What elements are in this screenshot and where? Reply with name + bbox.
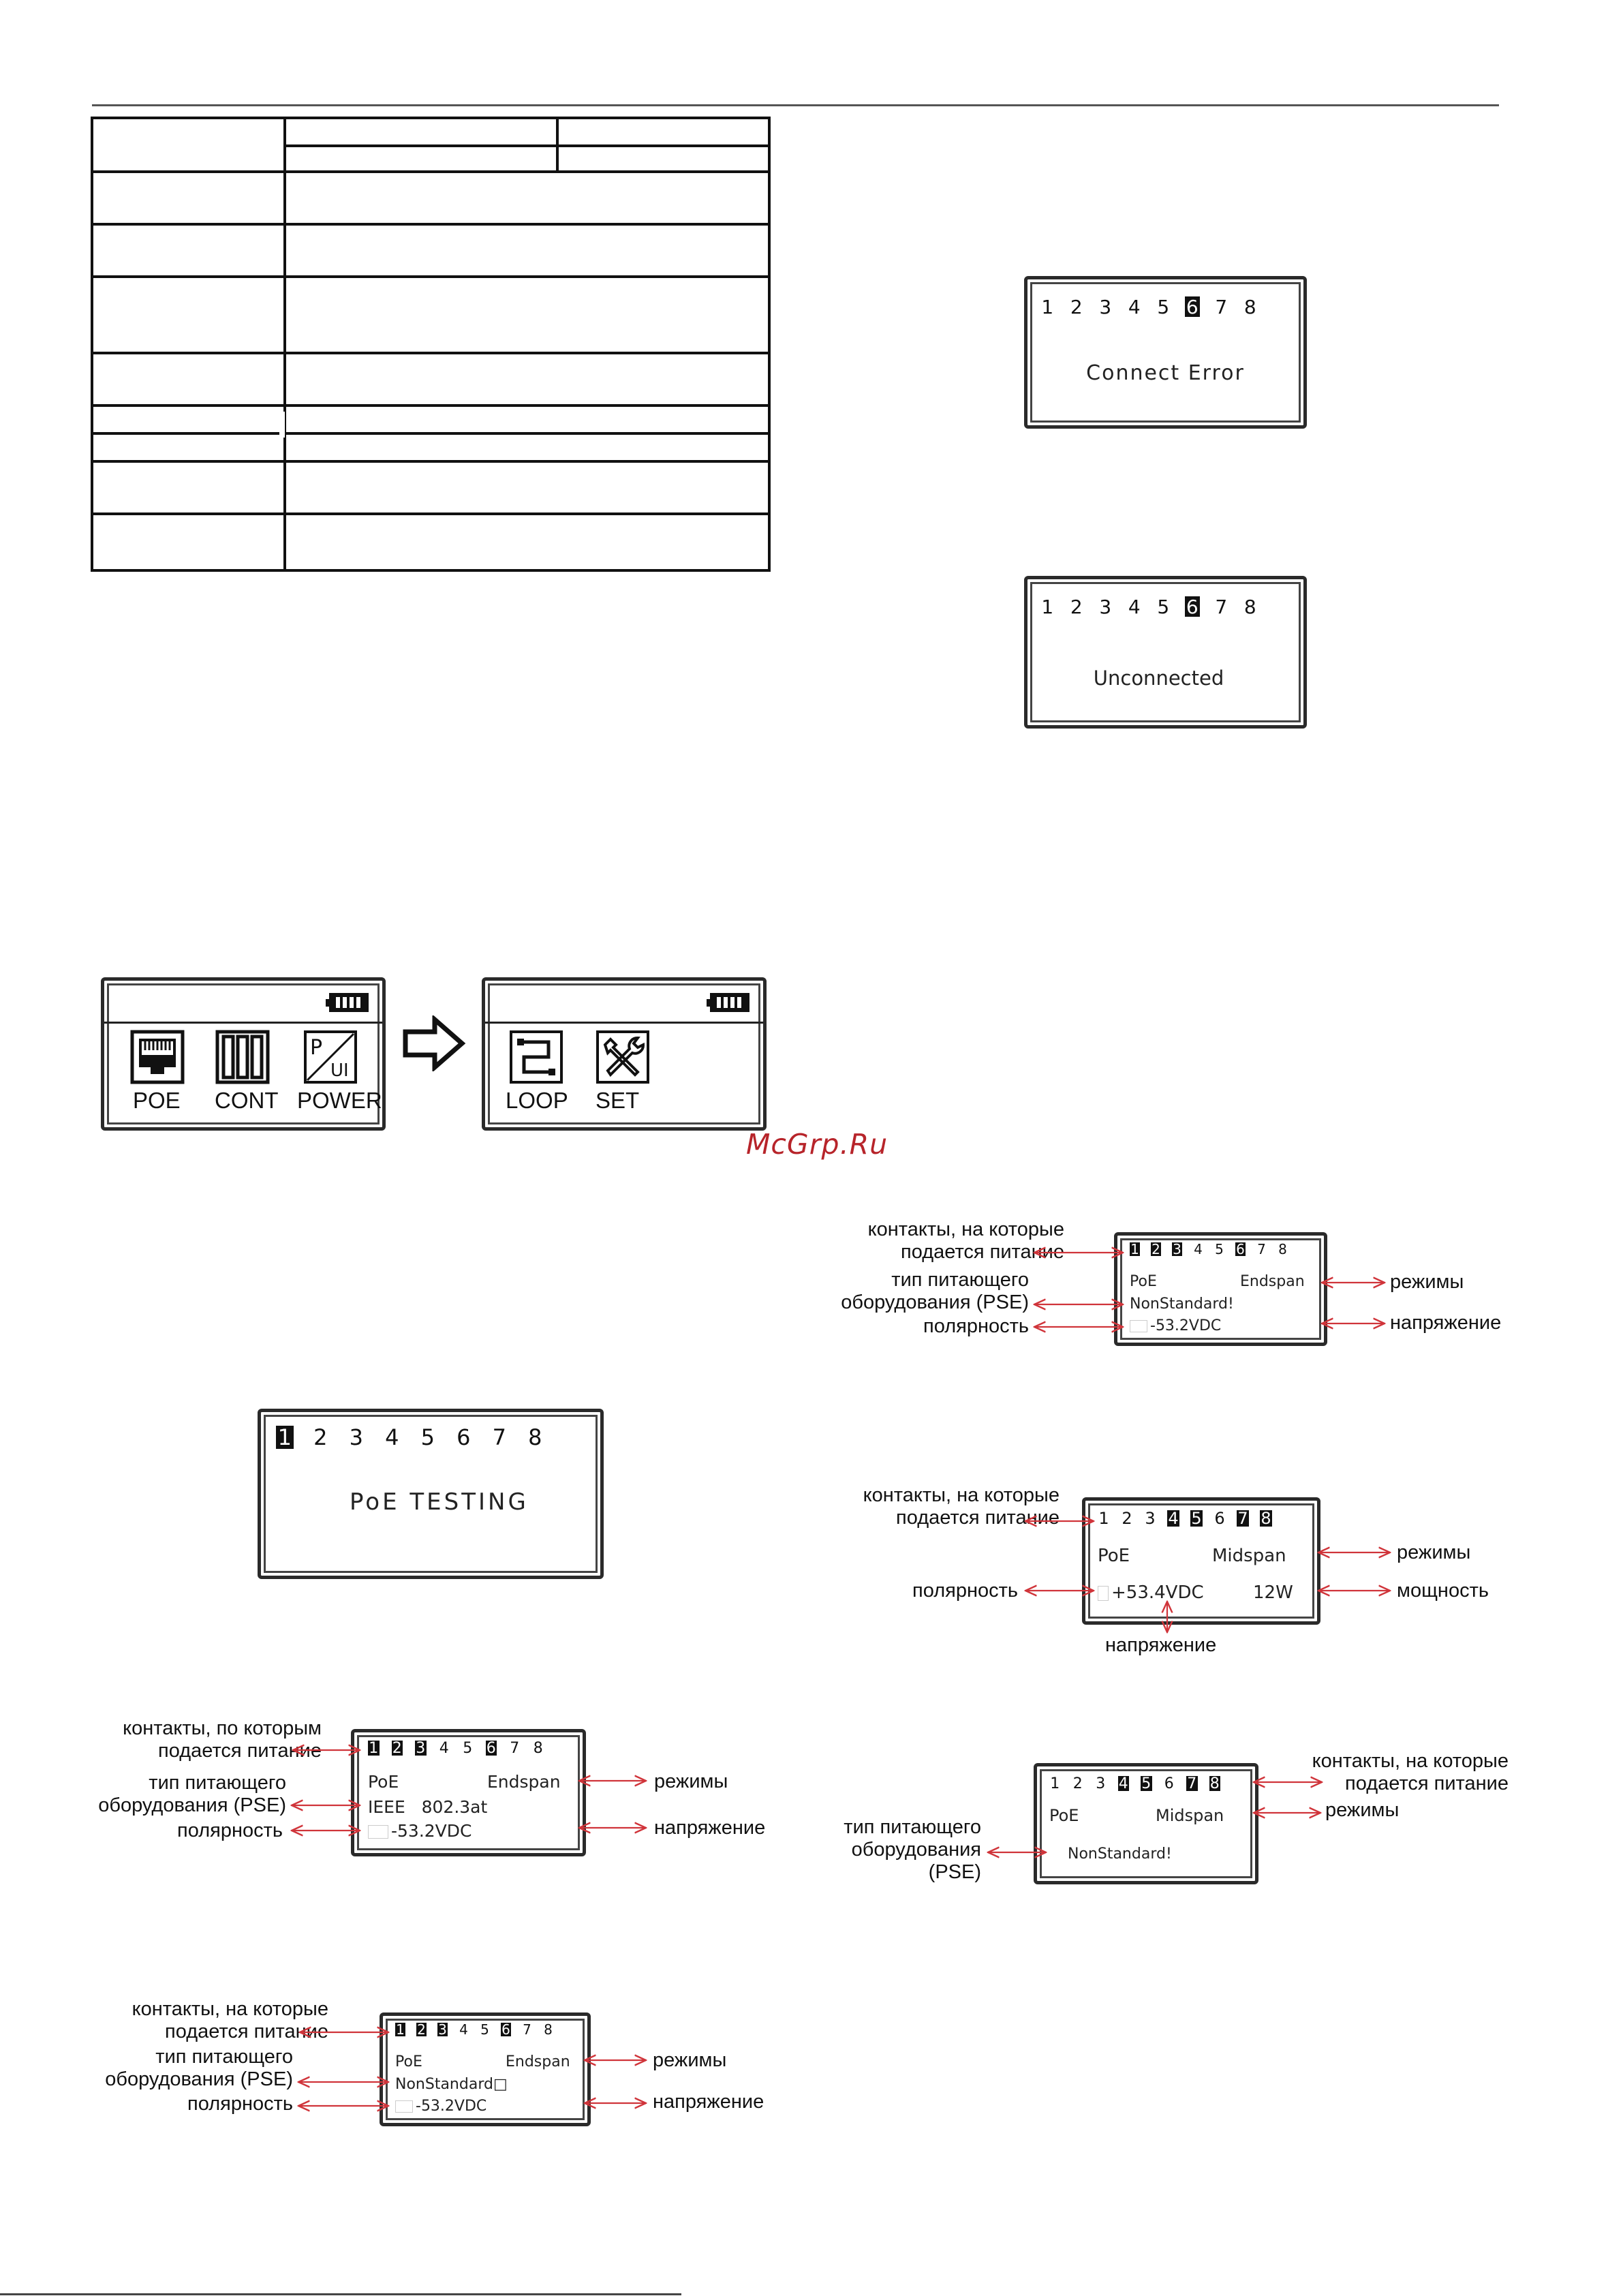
menu-item-poe: POE xyxy=(133,1088,181,1113)
pin: 3 xyxy=(1145,1509,1156,1528)
pin-active: 5 xyxy=(1141,1775,1151,1792)
lcd-span: Endspan xyxy=(1240,1273,1305,1290)
pin: 1 xyxy=(1041,595,1054,618)
lcd-message: PoE TESTING xyxy=(350,1488,529,1516)
pin: 6 xyxy=(1214,1509,1225,1528)
pin: 2 xyxy=(1122,1509,1132,1528)
lcd-mode: PoE xyxy=(1130,1273,1157,1290)
label-pse: тип питающего оборудования (PSE) xyxy=(844,1816,981,1883)
pin: 4 xyxy=(1128,595,1141,618)
pin-active: 6 xyxy=(1185,596,1201,617)
lcd-span: Midspan xyxy=(1156,1806,1224,1825)
pin: 8 xyxy=(1243,595,1256,618)
pin-active: 1 xyxy=(1130,1241,1139,1257)
pin: 2 xyxy=(1070,295,1083,318)
pin-active: 1 xyxy=(396,2021,405,2038)
watermark: McGrp.Ru xyxy=(746,1128,888,1161)
pin: 1 xyxy=(1041,295,1054,318)
pin: 8 xyxy=(544,2021,553,2038)
pin-active: 5 xyxy=(1191,1509,1202,1528)
pin: 8 xyxy=(528,1424,542,1450)
pin: 1 xyxy=(1050,1775,1060,1792)
menu-item-cont: CONT xyxy=(215,1088,279,1113)
pin-active: 4 xyxy=(1118,1775,1128,1792)
pin: 5 xyxy=(1157,295,1170,318)
label-pse: тип питающего оборудования (PSE) xyxy=(105,2046,293,2090)
lcd-span: Endspan xyxy=(487,1772,561,1792)
label-modes: режимы xyxy=(654,1771,728,1792)
label-modes: режимы xyxy=(1397,1542,1471,1563)
pin: 2 xyxy=(1070,595,1083,618)
pin-active: 2 xyxy=(392,1739,402,1757)
pin: 7 xyxy=(1257,1241,1266,1257)
pin: 3 xyxy=(1099,595,1112,618)
label-pins: контакты, на которые подается питание xyxy=(1312,1750,1509,1794)
lcd-type: NonStandard□ xyxy=(395,2076,508,2093)
pin: 7 xyxy=(492,1424,506,1450)
pin-active: 2 xyxy=(417,2021,426,2038)
lcd-type: NonStandard! xyxy=(1130,1296,1234,1313)
pin: 2 xyxy=(1072,1775,1083,1792)
pin: 8 xyxy=(533,1739,543,1757)
pin: 3 xyxy=(1096,1775,1106,1792)
lcd-message: Unconnected xyxy=(1093,667,1224,690)
label-modes: режимы xyxy=(653,2049,727,2071)
pin: 3 xyxy=(1099,295,1112,318)
label-voltage: напряжение xyxy=(653,2091,764,2113)
lcd-voltage: +53.4VDC xyxy=(1098,1582,1204,1603)
pin: 5 xyxy=(420,1424,435,1450)
lcd-voltage: -53.2VDC xyxy=(368,1821,472,1841)
pin: 4 xyxy=(385,1424,399,1450)
pin: 2 xyxy=(313,1424,328,1450)
label-voltage: напряжение xyxy=(1390,1312,1502,1334)
label-pse: тип питающего оборудования (PSE) xyxy=(841,1269,1029,1313)
pin-active: 7 xyxy=(1237,1509,1248,1528)
menu-item-power: POWER xyxy=(297,1088,382,1113)
pin: 7 xyxy=(510,1739,520,1757)
label-pins: контакты, по которым подается питание xyxy=(123,1717,322,1762)
pin: 5 xyxy=(1157,595,1170,618)
menu-item-loop: LOOP xyxy=(506,1088,568,1113)
label-voltage: напряжение xyxy=(654,1817,766,1839)
pin-active: 8 xyxy=(1261,1509,1271,1528)
pin: 6 xyxy=(457,1424,471,1450)
menu-item-set: SET xyxy=(596,1088,640,1113)
lcd-voltage: -53.2VDC xyxy=(1130,1317,1221,1334)
pin: 6 xyxy=(1164,1775,1174,1792)
label-polarity: полярность xyxy=(912,1580,1018,1602)
lcd-type: IEEE 802.3at xyxy=(368,1797,488,1817)
lcd-type: NonStandard! xyxy=(1068,1846,1172,1863)
label-polarity: полярность xyxy=(177,1820,283,1841)
pin-active: 6 xyxy=(486,1739,496,1757)
lcd-span: Endspan xyxy=(506,2053,570,2070)
svg-text:P: P xyxy=(310,1036,323,1060)
pin: 7 xyxy=(523,2021,531,2038)
lcd-mode: PoE xyxy=(1049,1806,1079,1825)
label-voltage: напряжение xyxy=(1105,1634,1217,1656)
lcd-message: Connect Error xyxy=(1086,361,1245,385)
pin: 5 xyxy=(1215,1241,1224,1257)
pin-active: 3 xyxy=(438,2021,447,2038)
pin-active: 3 xyxy=(1173,1241,1181,1257)
pin: 5 xyxy=(480,2021,489,2038)
label-pse: тип питающего оборудования (PSE) xyxy=(98,1772,286,1816)
label-power: мощность xyxy=(1397,1580,1489,1602)
label-polarity: полярность xyxy=(187,2093,293,2115)
pin: 4 xyxy=(439,1739,449,1757)
pin: 5 xyxy=(463,1739,473,1757)
label-pins: контакты, на которые подается питание xyxy=(132,1998,328,2042)
pin-active: 4 xyxy=(1168,1509,1179,1528)
label-pins: контакты, на которые подается питание xyxy=(867,1219,1064,1263)
pin-active: 6 xyxy=(1236,1241,1245,1257)
lcd-span: Midspan xyxy=(1212,1546,1286,1566)
pin-active: 3 xyxy=(416,1739,426,1757)
pin: 1 xyxy=(1098,1509,1109,1528)
label-polarity: полярность xyxy=(923,1315,1029,1337)
pin: 7 xyxy=(1215,595,1228,618)
pin: 7 xyxy=(1215,295,1228,318)
pin: 4 xyxy=(1194,1241,1203,1257)
pin-active: 7 xyxy=(1187,1775,1197,1792)
pin-active: 1 xyxy=(369,1739,379,1757)
pin-active: 6 xyxy=(501,2021,510,2038)
label-modes: режимы xyxy=(1325,1799,1400,1821)
label-pins: контакты, на которые подается питание xyxy=(863,1484,1060,1529)
svg-text:UI: UI xyxy=(330,1060,349,1081)
pin-active: 8 xyxy=(1209,1775,1220,1792)
lcd-mode: PoE xyxy=(395,2053,422,2070)
pin: 3 xyxy=(349,1424,363,1450)
pin-active: 2 xyxy=(1151,1241,1160,1257)
pin-active: 1 xyxy=(276,1426,294,1449)
pin-active: 6 xyxy=(1185,296,1201,317)
label-modes: режимы xyxy=(1390,1271,1464,1293)
pin: 8 xyxy=(1243,295,1256,318)
lcd-mode: PoE xyxy=(1098,1546,1130,1566)
footer-rule xyxy=(0,2293,681,2295)
lcd-power: 12W xyxy=(1253,1582,1293,1603)
pin: 4 xyxy=(1128,295,1141,318)
lcd-mode: PoE xyxy=(368,1772,399,1792)
pin: 8 xyxy=(1278,1241,1287,1257)
lcd-voltage: -53.2VDC xyxy=(395,2098,486,2115)
pin: 4 xyxy=(459,2021,468,2038)
